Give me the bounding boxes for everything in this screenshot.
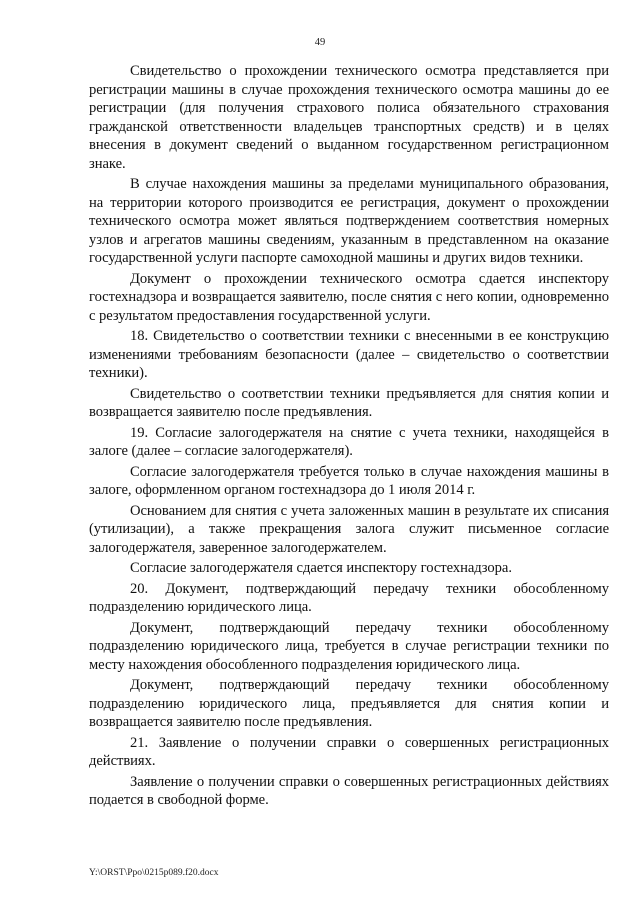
paragraph: Заявление о получении справки о совершенных регистрационных действиях подается в свободной форме. bbox=[89, 773, 609, 808]
paragraph: Документ о прохождении технического осмотра сдается инспектору гостехнадзора и возвращается заявителю, после снятия с него копии, одновременно с результатом предоставления государственной услуги. bbox=[89, 270, 609, 324]
paragraph: Документ, подтверждающий передачу техники обособленному подразделению юридического лица, предъявляется для снятия копии и возвращается заявителю после предъявления. bbox=[89, 677, 609, 730]
file-path-footer: Y:\ORST\Ppo\0215p089.f20.docx bbox=[89, 868, 219, 878]
paragraph: Свидетельство о прохождении технического осмотра представляется при регистрации машины в случае прохождения технического осмотра машины до ее регистрации (для получения страхового полиса обязательного страхования гражданской ответственности владельцев транспортных средств) и в целях внесения в документ сведений о выданном государственном регистрационном знаке. bbox=[89, 63, 609, 172]
paragraph: Согласие залогодержателя сдается инспектору гостехнадзора. bbox=[130, 560, 512, 576]
paragraph: Свидетельство о соответствии техники предъявляется для снятия копии и возвращается заявителю после предъявления. bbox=[89, 385, 609, 420]
paragraph: 19. Согласие залогодержателя на снятие с учета техники, находящейся в залоге (далее – согласие залогодержателя). bbox=[89, 424, 609, 459]
paragraph: 20. Документ, подтверждающий передачу техники обособленному подразделению юридического лица. bbox=[89, 580, 609, 615]
paragraph: 21. Заявление о получении справки о совершенных регистрационных действиях. bbox=[89, 734, 609, 769]
document-body bbox=[89, 62, 609, 810]
paragraph: 18. Свидетельство о соответствии техники с внесенными в ее конструкцию изменениями требованиям безопасности (далее – свидетельство о соответствии техники). bbox=[89, 328, 609, 381]
paragraph: Документ, подтверждающий передачу техники обособленному подразделению юридического лица, требуется в случае регистрации техники по месту нахождения обособленного подразделения юридического лица. bbox=[89, 619, 609, 673]
page-number: 49 bbox=[314, 37, 326, 48]
paragraph: Основанием для снятия с учета заложенных машин в результате их списания (утилизации), а также прекращения залога служит письменное согласие залогодержателя, заверенное залогодержателем. bbox=[89, 502, 609, 556]
paragraph: Согласие залогодержателя требуется только в случае нахождения машины в залоге, оформленном органом гостехнадзора до 1 июля 2014 г. bbox=[89, 463, 609, 498]
paragraph: В случае нахождения машины за пределами муниципального образования, на территории которого производится ее регистрация, документ о прохождении технического осмотра может являться подтверждением соответствия номерных узлов и агрегатов машины сведениям, указанным в представленном на оказание государственной услуги паспорте самоходной машины и других видов техники. bbox=[89, 176, 609, 266]
